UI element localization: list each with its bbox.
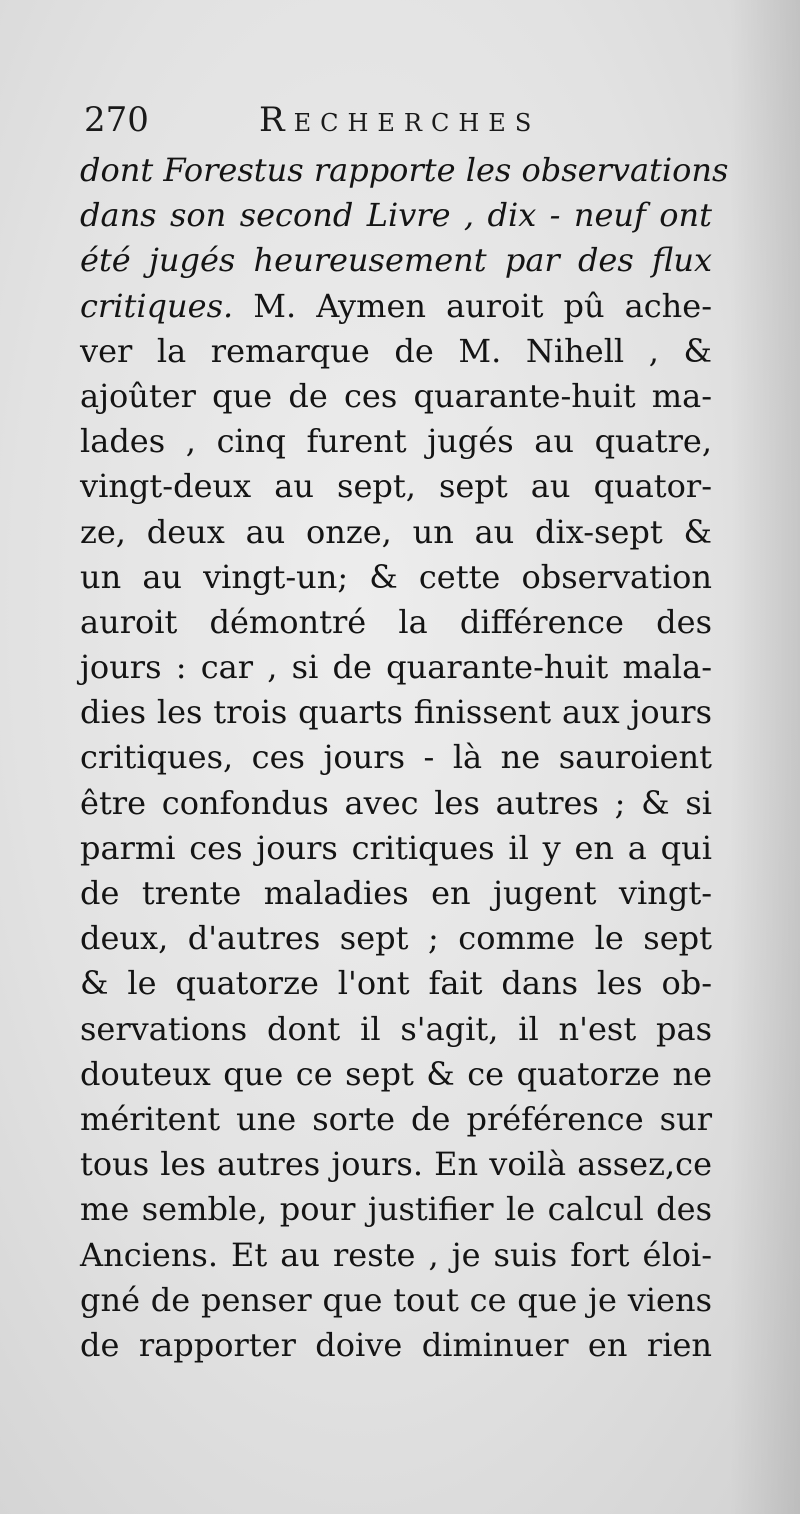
text-line: deux, d'autres sept ; comme le sept xyxy=(80,919,712,958)
running-head: Recherches xyxy=(259,100,541,140)
text-line: servations dont il s'agit, il n'est pas xyxy=(80,1009,712,1048)
text-line: parmi ces jours critiques il y en a qui xyxy=(80,828,712,867)
text-line: ver la remarque de M. Nihell , & xyxy=(80,331,712,370)
text-line: lades , cinq furent jugés au quatre, xyxy=(80,422,712,461)
text-line: être confondus avec les autres ; & si xyxy=(80,783,712,822)
text-line: de rapporter doive diminuer en rien xyxy=(80,1325,712,1364)
text-line: Anciens. Et au reste , je suis fort éloi- xyxy=(80,1235,712,1274)
text-line: me semble, pour justifier le calcul des xyxy=(80,1190,712,1229)
text-line: jours : car , si de quarante-huit mala- xyxy=(80,648,712,687)
text-line: dans son second Livre , dix - neuf ont xyxy=(80,196,712,235)
text-line: été jugés heureusement par des flux xyxy=(80,241,712,280)
text-line: & le quatorze l'ont fait dans les ob- xyxy=(80,964,712,1003)
text-line: un au vingt-un; & cette observation xyxy=(80,557,712,596)
text-line-mixed xyxy=(80,284,712,329)
text-line: ze, deux au onze, un au dix-sept & xyxy=(80,512,712,551)
text-line: dies les trois quarts finissent aux jours xyxy=(80,693,712,732)
italic-fragment: critiques. xyxy=(80,286,234,325)
text-line: ajoûter que de ces quarante-huit ma- xyxy=(80,376,712,415)
text-line: de trente maladies en jugent vingt- xyxy=(80,874,712,912)
text-line: vingt-deux au sept, sept au quator- xyxy=(80,467,712,506)
text-line: douteux que ce sept & ce quatorze ne xyxy=(80,1054,712,1093)
page-header xyxy=(84,98,714,142)
page-number: 270 xyxy=(84,100,149,140)
text-line: gné de penser que tout ce que je viens xyxy=(80,1280,712,1319)
roman-fragment: M. Aymen auroit pû ache- xyxy=(233,286,712,325)
body-text xyxy=(80,148,729,1368)
text-line: dont Forestus rapporte les observations xyxy=(80,151,729,189)
text-line: auroit démontré la différence des xyxy=(80,602,712,641)
text-line: critiques, ces jours - là ne sauroient xyxy=(80,738,712,777)
text-line: tous les autres jours. En voilà assez,ce xyxy=(80,1145,712,1184)
text-line: méritent une sorte de préférence sur xyxy=(80,1099,712,1138)
